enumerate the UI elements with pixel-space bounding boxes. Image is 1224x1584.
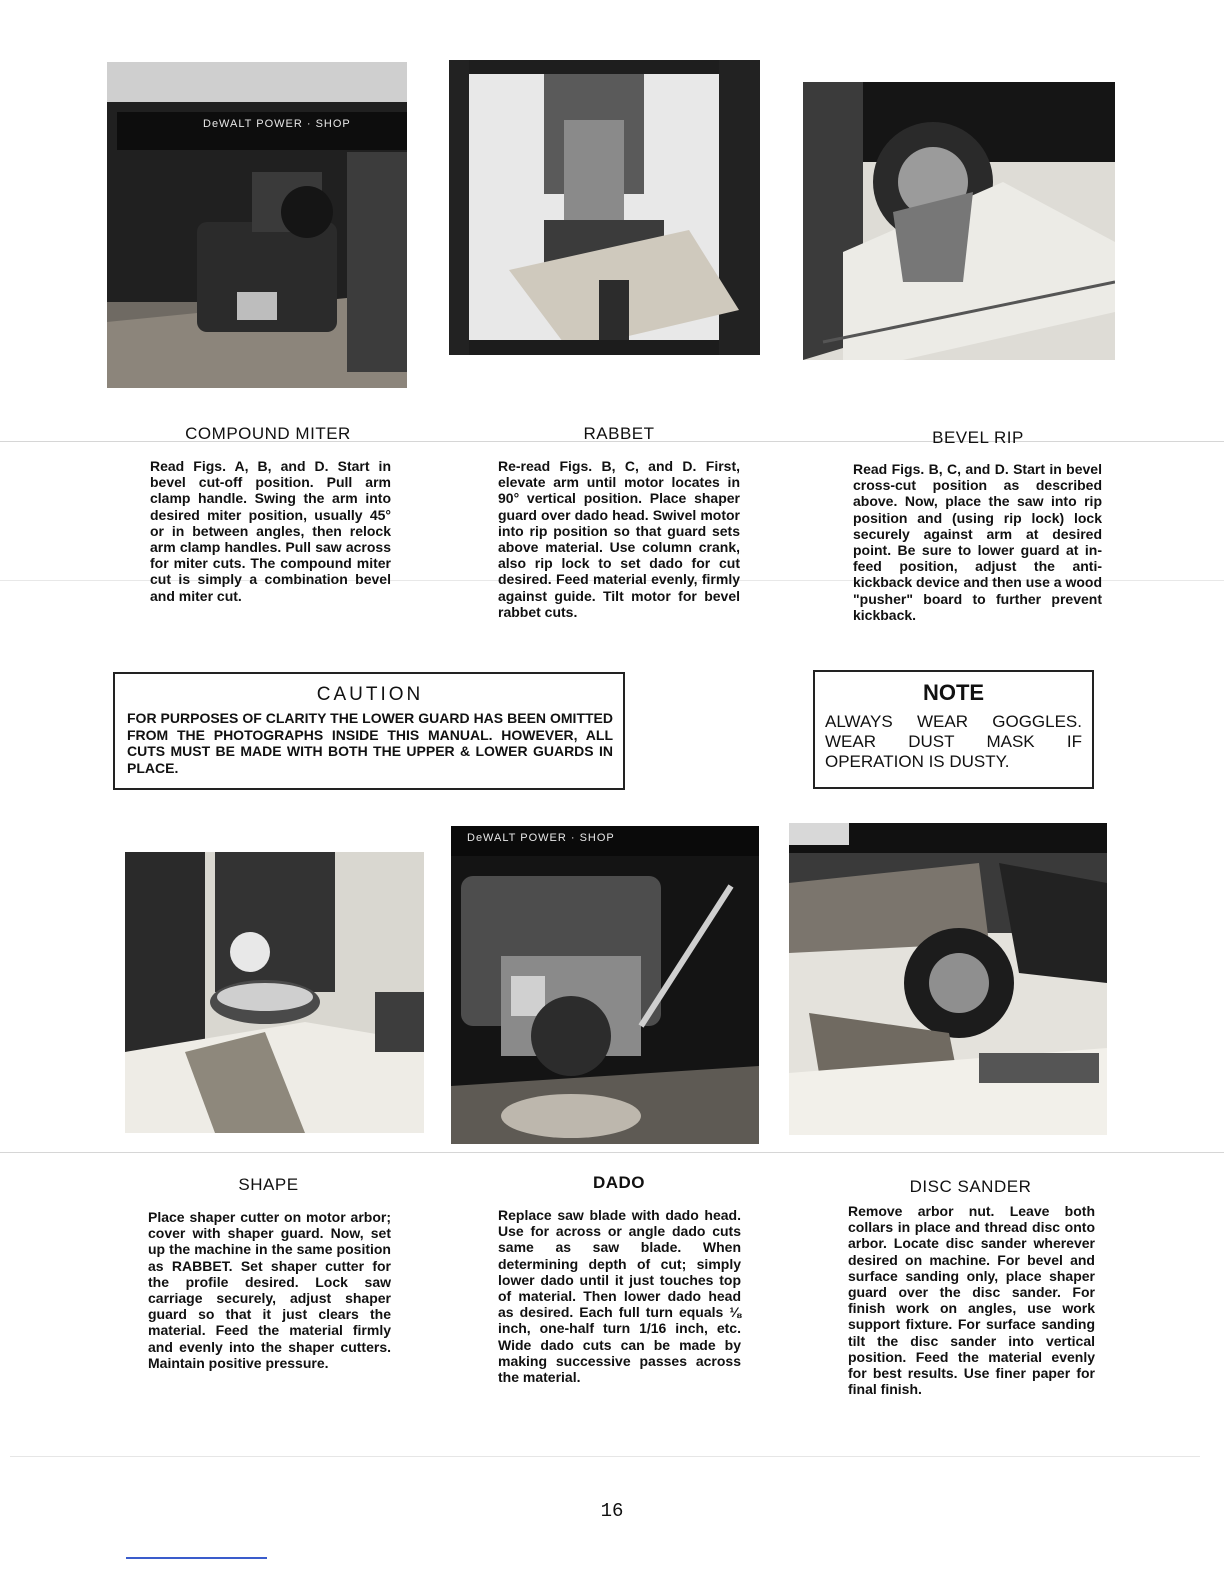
disc-sander-text: Remove arbor nut. Leave both collars in place and thread disc onto arbor. Locate disc sander wherever desired on machine. For bevel and surface sanding only, place shaper guard over the disc sander. For finish work on angles, use work support fixture. For surface sanding tilt the disc sander into vertical position. Feed the material evenly for best results. Use finer paper for final finish. [848,1203,1095,1398]
note-box [813,670,1094,789]
bevel-rip-heading: BEVEL RIP [932,428,1024,447]
scan-rule [10,1456,1200,1457]
scan-rule [0,1152,1224,1153]
caution-title: CAUTION [316,684,424,705]
dewalt-label: DeWALT POWER · SHOP [203,118,351,130]
dado-photo [451,826,759,1144]
compound-miter-photo [107,62,407,388]
caution-text: FOR PURPOSES OF CLARITY THE LOWER GUARD HAS BEEN OMITTED FROM THE PHOTOGRAPHS INSIDE THIS MANUAL. HOWEVER, ALL CUTS MUST BE MADE WITH BOTH THE UPPER & LOWER GUARDS IN PLACE. [127,710,613,776]
disc-sander-photo [789,823,1107,1135]
bevel-rip-text: Read Figs. B, C, and D. Start in bevel cross-cut position as described above. Now, place the saw into rip position and (using rip lock) lock securely against arm at desired point. Be sure to lower guard at in-feed position, adjust the anti-kickback device and then use a wood "pusher" board to further prevent kickback. [853,461,1102,623]
rabbet-text: Re-read Figs. B, C, and D. First, elevate arm until motor locates in 90° vertical position. Place shaper guard over dado head. Swivel motor into rip position so that guard sets above material. Use column crank, also rip lock to set dado for cut desired. Feed material evenly, firmly against guide. Tilt motor for bevel rabbet cuts. [498,458,740,620]
shape-text: Place shaper cutter on motor arbor; cover with shaper guard. Now, set up the machine in the same position as RABBET. Set shaper cutter for the profile desired. Lock saw carriage securely, adjust shaper guard so that it just clears the material. Feed the material firmly and evenly into the shaper cutters. Maintain positive pressure. [148,1209,391,1371]
dado-heading: DADO [592,1173,646,1192]
dado-text: Replace saw blade with dado head. Use for across or angle dado cuts same as saw blade. When determining depth of cut; simply lower dado until it just touches top of material. Then lower dado head as desired. Each full turn equals ⅛ inch, one-half turn 1/16 inch, etc. Wide dado cuts can be made by making successive passes across the material. [498,1207,741,1386]
compound-miter-heading: COMPOUND MITER [185,424,351,443]
disc-sander-heading: DISC SANDER [909,1177,1032,1196]
shape-heading: SHAPE [238,1175,299,1194]
caution-box [113,672,625,790]
note-text: ALWAYS WEAR GOGGLES. WEAR DUST MASK IF OPERATION IS DUSTY. [825,712,1082,771]
rabbet-photo [449,60,760,355]
bevel-rip-photo [803,82,1115,360]
note-title: NOTE [922,680,985,705]
dewalt-label: DeWALT POWER · SHOP [467,832,615,844]
compound-miter-text: Read Figs. A, B, and D. Start in bevel cut-off position. Pull arm clamp handle. Swing the arm into desired miter position, usually 45° or in between angles, then relock arm clamp handles. Pull saw across for miter cuts. The compound miter cut is simply a combination bevel and miter cut. [150,458,391,604]
footer-underline [126,1557,267,1559]
rabbet-heading: RABBET [583,424,655,443]
shape-photo [125,852,424,1133]
page-number: 16 [600,1500,624,1522]
